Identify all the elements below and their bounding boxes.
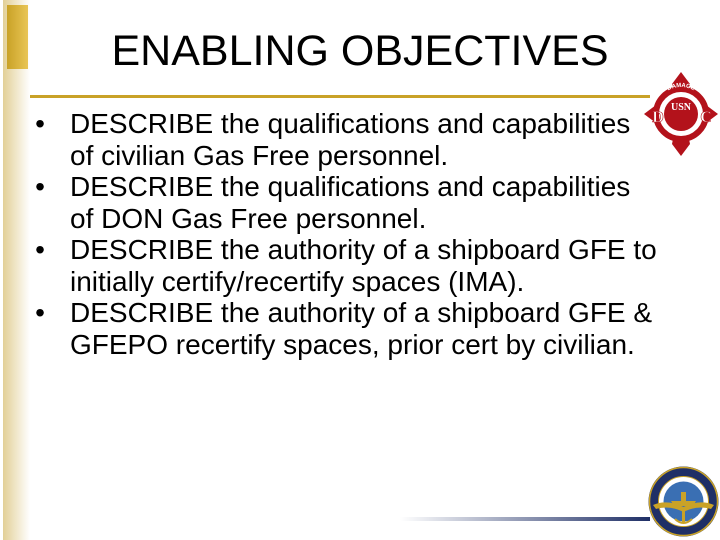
objective-item-3 xyxy=(28,234,658,297)
damage-control-logo-icon xyxy=(642,64,720,160)
logo-letter-right: C xyxy=(700,109,712,126)
logo-letter-left: D xyxy=(652,109,664,126)
logo-text-top: DAMAGE xyxy=(666,82,696,93)
title-underline xyxy=(30,95,650,98)
bullet-marker: • xyxy=(35,297,45,328)
logo-letters-center: USN xyxy=(670,102,692,113)
objective-text-4: DESCRIBE the authority of a shipboard GFE & GFEPO recertify spaces, prior cert by civilian. xyxy=(70,297,653,360)
objective-text-1: DESCRIBE the qualifications and capabilities of civilian Gas Free personnel. xyxy=(70,108,631,171)
objectives-list xyxy=(28,108,658,360)
slide-title: ENABLING OBJECTIVES xyxy=(111,27,609,75)
gold-accent-block xyxy=(7,5,28,69)
objective-text-2: DESCRIBE the qualifications and capabilities of DON Gas Free personnel. xyxy=(70,171,631,234)
objective-item-1 xyxy=(28,108,658,171)
objective-item-2 xyxy=(28,171,658,234)
bullet-marker: • xyxy=(35,234,45,265)
objective-text-3: DESCRIBE the authority of a shipboard GFE to initially certify/recertify spaces (IMA). xyxy=(70,234,657,297)
bullet-marker: • xyxy=(35,108,45,139)
logo-text-bottom: CONTROL xyxy=(665,133,697,144)
bullet-marker: • xyxy=(35,171,45,202)
surface-warfare-seal-icon xyxy=(647,465,720,538)
left-decorative-bar xyxy=(0,0,30,540)
objective-item-4 xyxy=(28,297,658,360)
bottom-accent-line xyxy=(400,517,650,521)
